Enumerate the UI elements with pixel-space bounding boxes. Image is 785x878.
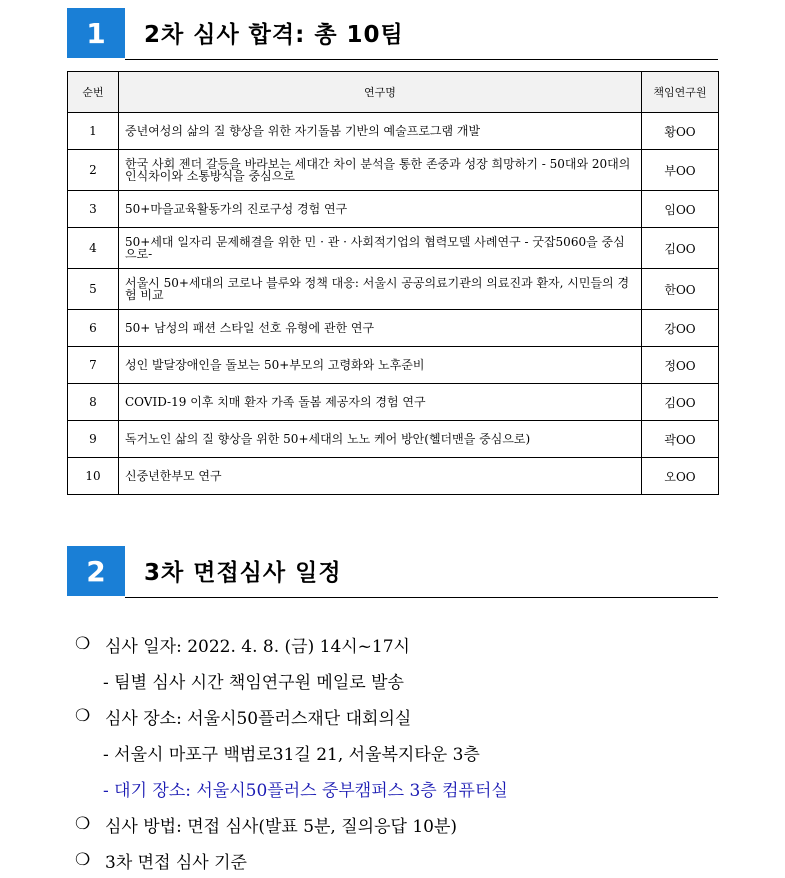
row-researcher: 곽OO: [642, 421, 719, 458]
section-1-header: [67, 8, 718, 60]
schedule-method: 심사 방법: 면접 심사(발표 5분, 질의응답 10분): [105, 816, 458, 837]
circle-bullet-icon: ❍: [75, 634, 91, 654]
row-title: 신중년한부모 연구: [119, 458, 642, 495]
row-researcher: 강OO: [642, 310, 719, 347]
row-no: 6: [68, 310, 119, 347]
table-row: [68, 384, 719, 421]
row-no: 8: [68, 384, 119, 421]
section-2-divider: [125, 597, 718, 598]
header-researcher: 책임연구원: [642, 72, 719, 113]
row-no: 3: [68, 191, 119, 228]
header-no: 순번: [68, 72, 119, 113]
table-row: [68, 113, 719, 150]
section-2-title: 3차 면접심사 일정: [144, 560, 342, 586]
table-row: [68, 228, 719, 269]
row-title: 서울시 50+세대의 코로나 블루와 정책 대응: 서울시 공공의료기관의 의료진과 환자, 시민들의 경험 비교: [119, 269, 642, 310]
table-row: [68, 458, 719, 495]
row-title: 중년여성의 삶의 질 향상을 위한 자기돌봄 기반의 예술프로그램 개발: [119, 113, 642, 150]
schedule-date: 심사 일자: 2022. 4. 8. (금) 14시~17시: [105, 636, 410, 657]
schedule-list: [75, 626, 755, 878]
row-no: 1: [68, 113, 119, 150]
row-no: 4: [68, 228, 119, 269]
schedule-method-item: [75, 806, 755, 842]
row-researcher: 한OO: [642, 269, 719, 310]
circle-bullet-icon: ❍: [75, 814, 91, 834]
schedule-criteria: 3차 면접 심사 기준: [105, 852, 247, 873]
header-title: 연구명: [119, 72, 642, 113]
row-title: 독거노인 삶의 질 향상을 위한 50+세대의 노노 케어 방안(헬더맨을 중심으로): [119, 421, 642, 458]
section-1-divider: [125, 59, 718, 60]
row-researcher: 김OO: [642, 384, 719, 421]
row-researcher: 오OO: [642, 458, 719, 495]
row-title: 성인 발달장애인을 돌보는 50+부모의 고령화와 노후준비: [119, 347, 642, 384]
schedule-date-note: - 팀별 심사 시간 책임연구원 메일로 발송: [103, 672, 404, 693]
row-no: 7: [68, 347, 119, 384]
table-header-row: [68, 72, 719, 113]
schedule-address: - 서울시 마포구 백범로31길 21, 서울복지타운 3층: [103, 744, 480, 765]
results-table: [67, 71, 719, 495]
schedule-address-item: [75, 734, 755, 770]
row-researcher: 임OO: [642, 191, 719, 228]
row-title: 50+세대 일자리 문제해결을 위한 민 · 관 · 사회적기업의 협력모델 사례연구 - 굿잡5060을 중심으로-: [119, 228, 642, 269]
section-1-number: 1: [67, 8, 125, 58]
section-2-number: 2: [67, 546, 125, 596]
row-title: 한국 사회 젠더 갈등을 바라보는 세대간 차이 분석을 통한 존중과 성장 희망하기 - 50대와 20대의 인식차이와 소통방식을 중심으로: [119, 150, 642, 191]
row-no: 9: [68, 421, 119, 458]
row-title: COVID-19 이후 치매 환자 가족 돌봄 제공자의 경험 연구: [119, 384, 642, 421]
row-researcher: 부OO: [642, 150, 719, 191]
table-row: [68, 269, 719, 310]
row-no: 10: [68, 458, 119, 495]
table-row: [68, 191, 719, 228]
row-researcher: 김OO: [642, 228, 719, 269]
row-title: 50+ 남성의 패션 스타일 선호 유형에 관한 연구: [119, 310, 642, 347]
section-1-title: 2차 심사 합격: 총 10팀: [144, 22, 404, 48]
section-2-header: [67, 546, 718, 598]
row-no: 5: [68, 269, 119, 310]
schedule-criteria-item: [75, 842, 755, 878]
table-row: [68, 347, 719, 384]
row-no: 2: [68, 150, 119, 191]
table-row: [68, 310, 719, 347]
schedule-place: 심사 장소: 서울시50플러스재단 대회의실: [105, 708, 412, 729]
schedule-waiting-item: [75, 770, 755, 806]
schedule-date-note-item: [75, 662, 755, 698]
row-title: 50+마을교육활동가의 진로구성 경험 연구: [119, 191, 642, 228]
circle-bullet-icon: ❍: [75, 706, 91, 726]
schedule-date-item: [75, 626, 755, 662]
row-researcher: 정OO: [642, 347, 719, 384]
row-researcher: 황OO: [642, 113, 719, 150]
circle-bullet-icon: ❍: [75, 850, 91, 870]
table-row: [68, 150, 719, 191]
schedule-waiting-place: - 대기 장소: 서울시50플러스 중부캠퍼스 3층 컴퓨터실: [103, 780, 508, 801]
schedule-place-item: [75, 698, 755, 734]
table-row: [68, 421, 719, 458]
